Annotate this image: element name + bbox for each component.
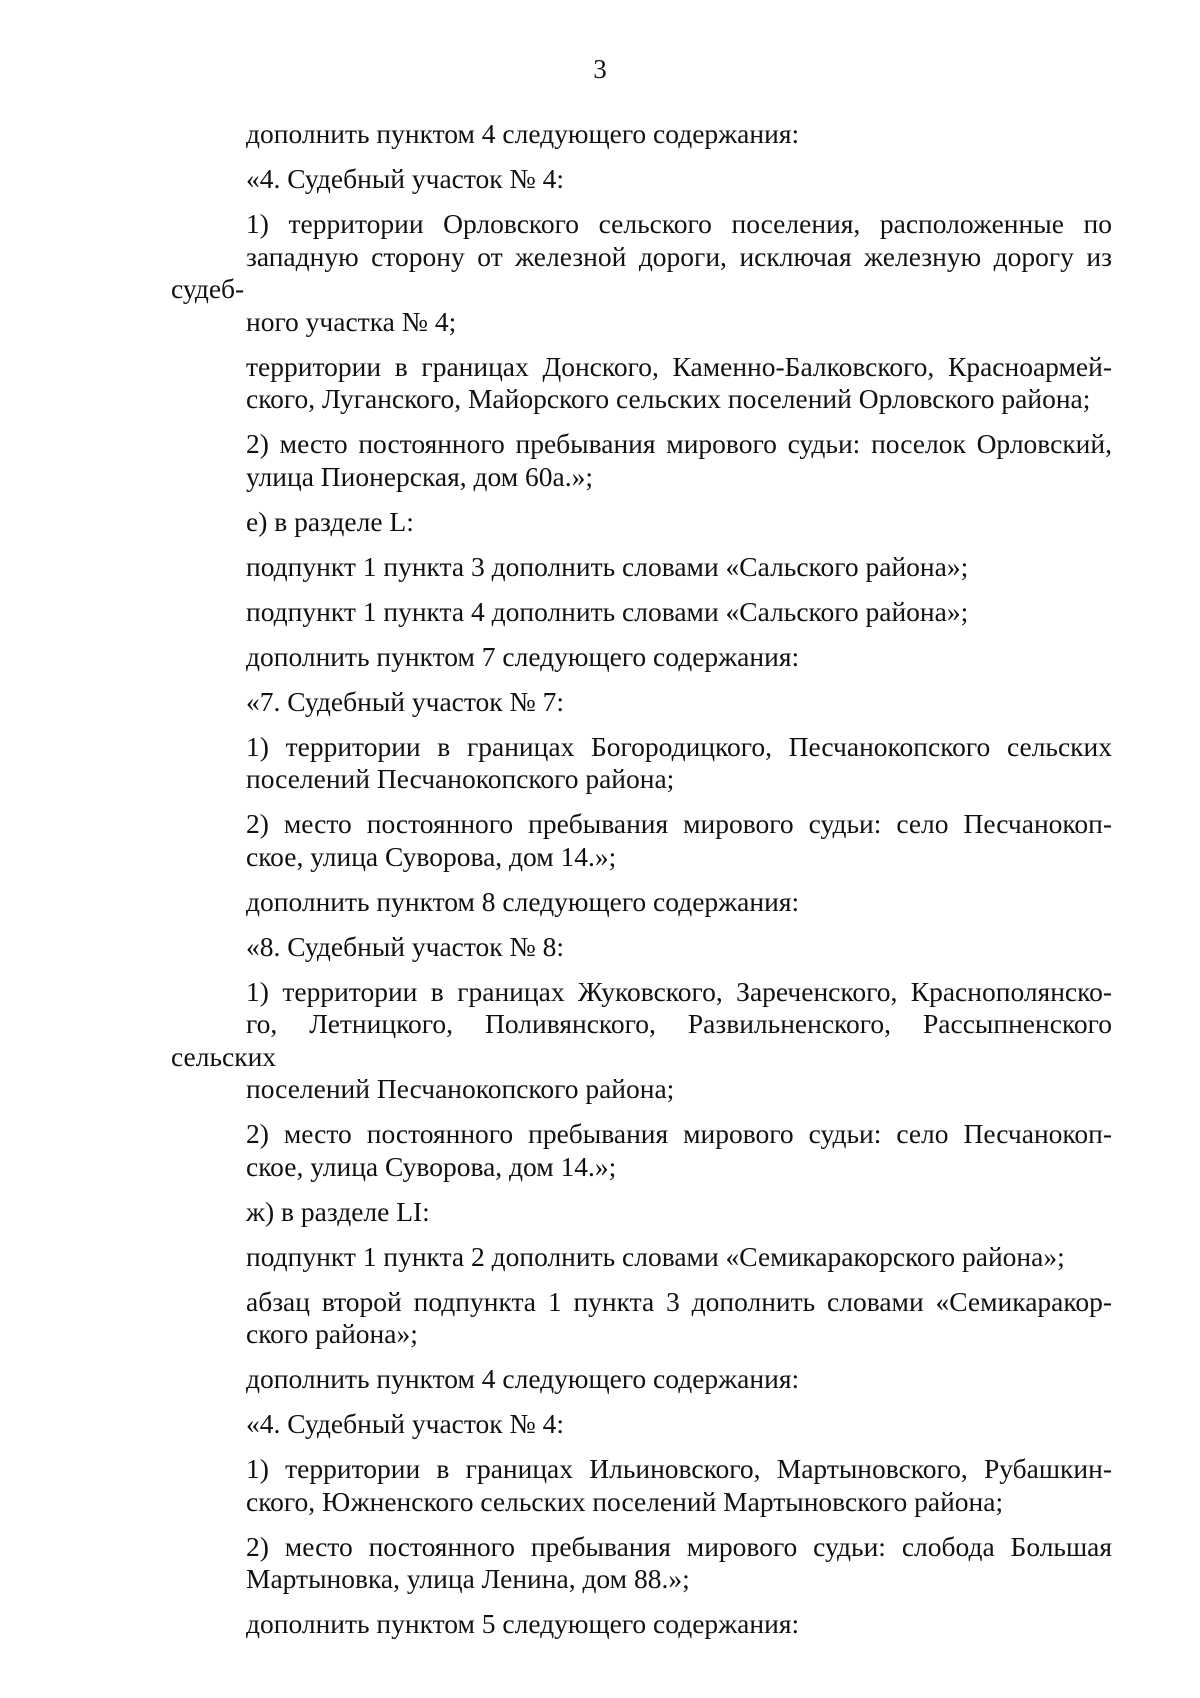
paragraph — [171, 686, 1112, 719]
text-line: «8. Судебный участок № 8: — [246, 930, 565, 962]
text-line: 2) место постоянного пребывания мирового судьи: село Песчанокоп- — [246, 808, 1112, 839]
paragraph — [171, 596, 1112, 629]
text-line: 1) территории Орловского сельского поселения, расположенные по — [246, 208, 1112, 239]
text-line: ское, улица Суворова, дом 14.»; — [246, 1150, 617, 1182]
text-line: го, Летницкого, Поливянского, Развильненского, Рассыпненского сельских — [171, 1008, 1112, 1072]
paragraph — [171, 1286, 1112, 1351]
paragraph — [171, 351, 1112, 416]
text-line: дополнить пунктом 5 следующего содержания: — [246, 1608, 800, 1639]
text-line: подпункт 1 пункта 3 дополнить словами «Сальского района»; — [246, 550, 969, 582]
text-line: 1) территории в границах Жуковского, Зареченского, Краснополянско- — [246, 975, 1112, 1007]
text-line: дополнить пунктом 4 следующего содержания: — [246, 1363, 800, 1394]
paragraph — [171, 1241, 1112, 1274]
paragraph — [171, 1453, 1112, 1518]
page-number: 3 — [593, 54, 607, 84]
text-line: дополнить пунктом 7 следующего содержания: — [246, 640, 800, 672]
paragraph — [171, 976, 1112, 1106]
text-line: подпункт 1 пункта 2 дополнить словами «Семикаракорского района»; — [246, 1240, 1065, 1272]
paragraph — [171, 641, 1112, 674]
paragraph — [171, 208, 1112, 338]
text-line: поселений Песчанокопского района; — [246, 763, 675, 794]
text-line: Мартыновка, улица Ленина, дом 88.»; — [246, 1563, 690, 1594]
text-line: е) в разделе L: — [246, 505, 414, 537]
paragraph — [171, 428, 1112, 493]
text-line: дополнить пунктом 4 следующего содержания: — [246, 118, 800, 149]
text-line: поселений Песчанокопского района; — [246, 1073, 675, 1104]
paragraph — [171, 1196, 1112, 1229]
text-line: ского района»; — [246, 1318, 418, 1349]
text-line: территории в границах Донского, Каменно-Балковского, Красноармей- — [246, 350, 1112, 382]
paragraph — [171, 1363, 1112, 1396]
paragraph — [171, 1531, 1112, 1596]
text-line: улица Пионерская, дом 60а.»; — [246, 460, 593, 492]
text-line: подпункт 1 пункта 4 дополнить словами «Сальского района»; — [246, 595, 969, 627]
text-line: 1) территории в границах Ильиновского, Мартыновского, Рубашкин- — [246, 1453, 1112, 1484]
text-line: западную сторону от железной дороги, исключая железную дорогу из судеб- — [171, 240, 1112, 304]
paragraph — [171, 1608, 1112, 1641]
paragraph — [171, 931, 1112, 964]
text-line: 2) место постоянного пребывания мирового судьи: слобода Большая — [246, 1530, 1112, 1562]
paragraph — [171, 1118, 1112, 1183]
text-line: «4. Судебный участок № 4: — [246, 1408, 565, 1439]
paragraph — [171, 506, 1112, 539]
paragraph — [171, 551, 1112, 584]
paragraph — [171, 731, 1112, 796]
text-line: ж) в разделе LI: — [246, 1195, 430, 1227]
text-line: ского, Южненского сельских поселений Мартыновского района; — [246, 1485, 1004, 1517]
text-line: дополнить пунктом 8 следующего содержания: — [246, 885, 800, 917]
text-line: «4. Судебный участок № 4: — [246, 163, 565, 194]
paragraph — [171, 118, 1112, 151]
paragraph — [171, 163, 1112, 196]
text-line: 2) место постоянного пребывания мирового судьи: село Песчанокоп- — [246, 1118, 1112, 1149]
paragraph — [171, 886, 1112, 919]
text-line: абзац второй подпункта 1 пункта 3 дополнить словами «Семикаракор- — [246, 1285, 1112, 1317]
paragraph — [171, 808, 1112, 873]
text-line: ного участка № 4; — [246, 305, 457, 337]
document-body — [171, 118, 1112, 1653]
text-line: ского, Луганского, Майорского сельских поселений Орловского района; — [246, 383, 1091, 414]
text-line: «7. Судебный участок № 7: — [246, 685, 565, 717]
text-line: 2) место постоянного пребывания мирового судьи: поселок Орловский, — [246, 428, 1112, 459]
paragraph — [171, 1408, 1112, 1441]
text-line: ское, улица Суворова, дом 14.»; — [246, 840, 617, 872]
text-line: 1) территории в границах Богородицкого, Песчанокопского сельских — [246, 730, 1112, 762]
